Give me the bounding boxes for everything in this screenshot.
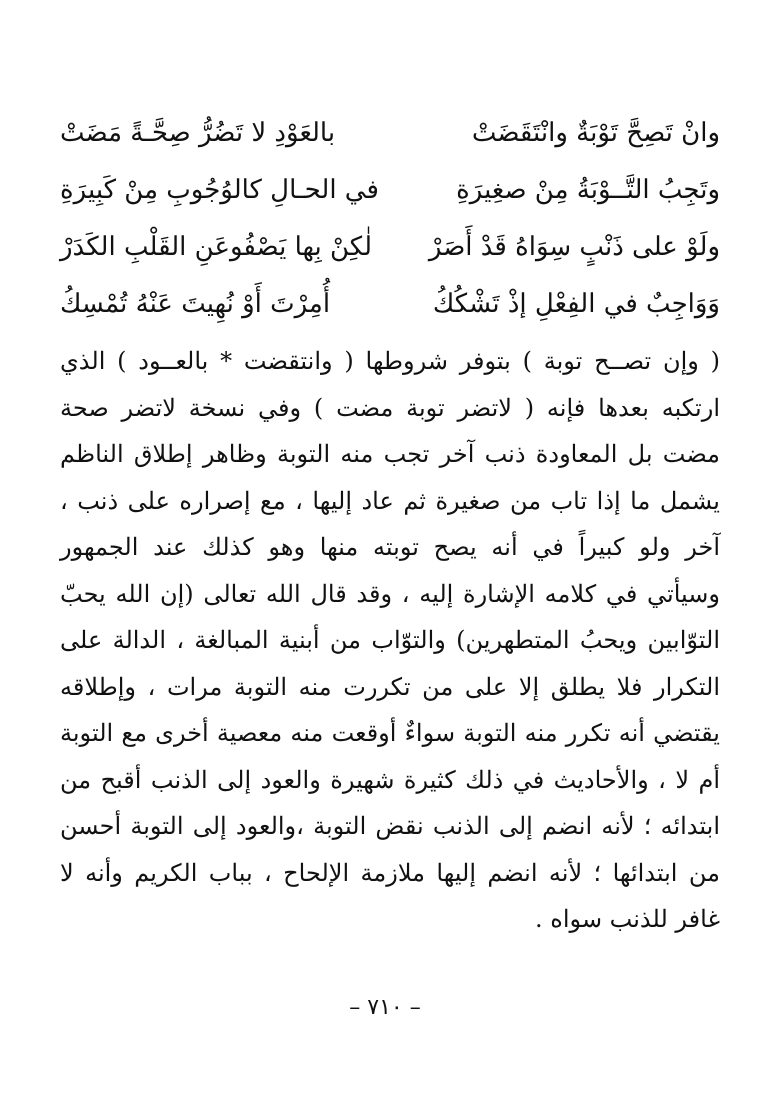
verse-line	[60, 219, 720, 276]
verse-second-hemistich: أُمِرْتَ أَوْ نُهِيتَ عَنْهُ تُمْسِكُ	[60, 289, 331, 319]
page-number: – ٧١٠ –	[349, 995, 421, 1020]
verse-first-hemistich: ولَوْ على ذَنْبٍ سِوَاهُ قَدْ أَصَرْ	[428, 232, 720, 262]
verse-first-hemistich: وتَجِبُ التَّــوْبَةُ مِنْ صغِيرَةِ	[456, 175, 720, 205]
commentary-paragraph: ( وإن تصــح توبة ) بتوفر شروطها ( وانتقضت * بالعــود ) الذي ارتكبه بعدها فإنه ( لاتضر توبة مضت ) وفي نسخة لاتضر صحة مضت بل المعاودة ذنب آخر تجب منه التوبة وظاهر إطلاق الناظم يشمل ما إذا تاب من صغيرة ثم عاد إليها ، مع إصراره على ذنب ، آخر ولو كبيراً في أنه يصح توبته منها وهو كذلك عند الجمهور وسيأتي في كلامه الإشارة إليه ، وقد قال الله تعالى (إن الله يحبّ التوّابين ويحبُ المتطهرين) والتوّاب من أبنية المبالغة ، الدالة على التكرار فلا يطلق إلا على من تكررت منه التوبة مرات ، وإطلاقه يقتضي أنه تكرر منه التوبة سواءٌ أوقعت منه معصية أخرى مع التوبة أم لا ، والأحاديث في ذلك كثيرة شهيرة والعود إلى الذنب أقبح من ابتدائه ؛ لأنه انضم إلى الذنب نقض التوبة ،والعود إلى التوبة أحسن من ابتدائها ؛ لأنه انضم إليها ملازمة الإلحاح ، بباب الكريم وأنه لا غافر للذنب سواه .	[60, 347, 720, 933]
verse-line	[60, 162, 720, 219]
verse-first-hemistich: وانْ تَصِحَّ تَوْبَةٌ وانْتَقَضَتْ	[471, 118, 720, 148]
verse-line	[60, 276, 720, 333]
commentary-block	[60, 338, 720, 943]
poem-block	[60, 105, 720, 333]
verse-first-hemistich: وَوَاجِبٌ في الفِعْلِ إذْ تَشْكُكُ	[432, 289, 720, 319]
verse-line	[60, 105, 720, 162]
verse-second-hemistich: لٰكِنْ بِها يَصْفُوعَنِ القَلْبِ الكَدَرْ	[60, 232, 373, 262]
verse-second-hemistich: في الحـالِ كالوُجُوبِ مِنْ كَبِيرَةِ	[60, 175, 379, 205]
verse-second-hemistich: بالعَوْدِ لا تَضُرُّ صِحَّـةً مَضَتْ	[60, 118, 336, 148]
